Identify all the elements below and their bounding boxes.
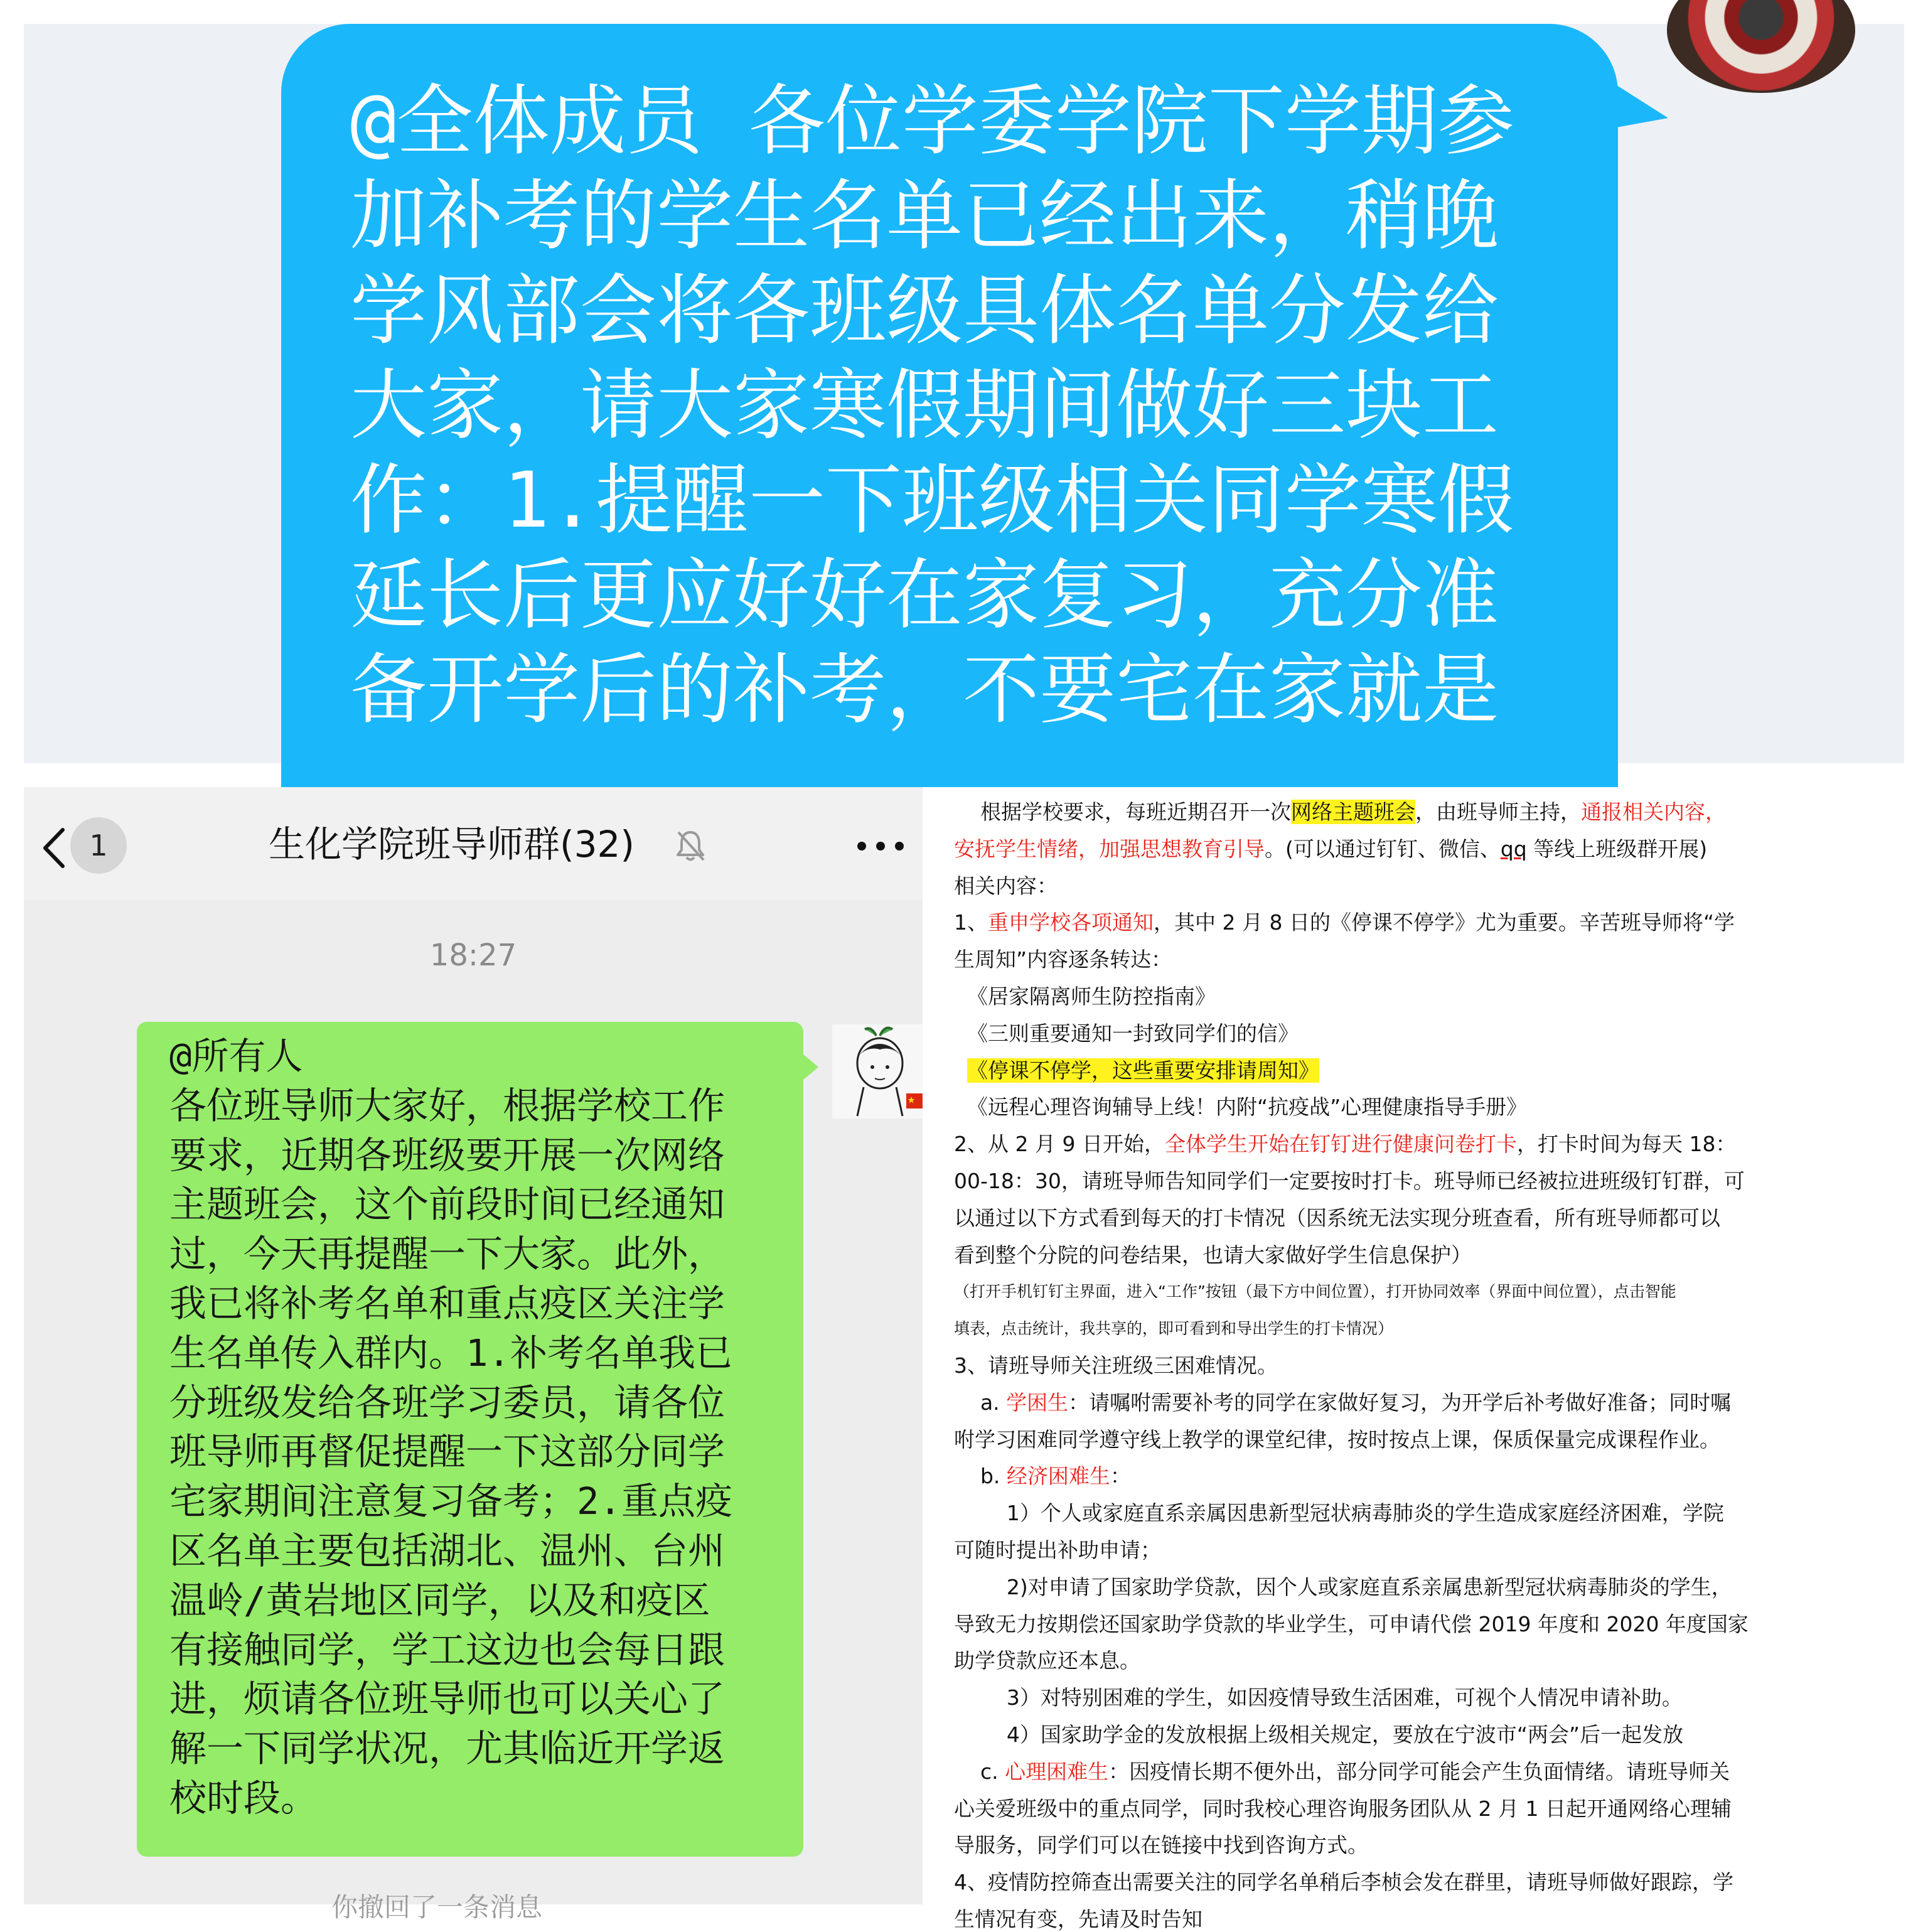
message-timestamp: 18:27	[429, 938, 517, 973]
recall-notice: 你撤回了一条消息	[331, 1892, 543, 1923]
wechat-chat-panel	[24, 787, 923, 1923]
document-text: 心关爱班级中的重点同学，同时我校心理咨询服务团队从 2 月 1 日起开通网络心理辅	[954, 1796, 1732, 1821]
document-text: 2)对申请了国家助学贷款，因个人或家庭直系亲属患新型冠状病毒肺炎的学生，	[954, 1574, 1732, 1599]
message-bubble[interactable]	[281, 24, 1618, 790]
document-text: qq	[1500, 836, 1527, 861]
document-line	[954, 1648, 1140, 1673]
document-line	[954, 1021, 1299, 1046]
document-text: 1）个人或家庭直系亲属因患新型冠状病毒肺炎的学生造成家庭经济困难，学院	[954, 1501, 1724, 1526]
document-line	[954, 1169, 1745, 1194]
document-line	[954, 874, 1058, 899]
document-text: 导服务，同学们可以在链接中找到咨询方式。	[954, 1833, 1368, 1858]
document-line	[954, 1390, 1731, 1415]
document-line	[954, 800, 1726, 825]
document-line	[954, 1501, 1724, 1526]
emphasis-text: 全体学生开始在钉钉进行健康问卷打卡	[1164, 1132, 1517, 1157]
document-text: 以通过以下方式看到每天的打卡情况（因系统无法实现分班查看，所有班导师都可以	[954, 1205, 1720, 1230]
emphasis-text: 通报相关内容，	[1580, 800, 1726, 824]
document-text: 3、请班导师关注班级三困难情况。	[954, 1353, 1278, 1378]
document-line	[954, 837, 1707, 862]
document-text: 咐学习困难同学遵守线上教学的课堂纪律，按时按点上课，保质保量完成课程作业。	[954, 1427, 1720, 1452]
emphasis-text: 学困生	[1006, 1390, 1069, 1415]
document-text: 1、	[954, 910, 988, 935]
document-text: ，由班导师主持，	[1415, 800, 1581, 824]
group-title: 生化学院班导师群(32)	[269, 823, 635, 866]
document-line	[954, 1907, 1202, 1932]
document-line	[954, 1870, 1733, 1895]
document-line	[954, 910, 1735, 935]
document-text	[954, 1058, 967, 1083]
user-avatar[interactable]	[832, 1024, 933, 1119]
document-text: b.	[954, 1464, 1007, 1489]
document-line	[954, 1279, 1676, 1304]
sender-avatar[interactable]	[1667, 0, 1855, 93]
document-line	[954, 1132, 1736, 1157]
document-text: 生情况有变，先请及时告知	[954, 1907, 1202, 1931]
document-text: ，打卡时间为每天 18：	[1516, 1132, 1737, 1157]
document-text: 根据学校要求，每班近期召开一次	[954, 800, 1291, 824]
document-text: （打开手机钉钉主界面，进入“工作”按钮（最下方中间位置），打开协同效率（界面中间位置），点击智能	[954, 1282, 1676, 1301]
document-text: ：因疫情长期不便外出，部分同学可能会产生负面情绪。请班导师关	[1108, 1759, 1730, 1784]
document-text: 填表，点击统计，我共享的，即可看到和导出学生的打卡情况）	[954, 1319, 1394, 1338]
message-text: @全体成员 各位学委学院下学期参 加补考的学生名单已经出来，稍晚 学风部会将各班级具体名单分发给 大家，请大家寒假期间做好三块工 作：1.提醒一下班级相关同学寒假 延长后更应好好在家复习，充分准 备开学后的补考，不要宅在家就是	[350, 77, 1514, 734]
emphasis-text: 安抚学生情绪，加强思想教育引导	[954, 836, 1265, 861]
document-text: c.	[954, 1759, 1005, 1784]
document-text: 《居家隔离师生防控指南》	[954, 984, 1216, 1009]
document-line	[954, 1464, 1131, 1489]
document-line	[954, 1353, 1278, 1378]
document-text: 。(可以通过钉钉、微信、	[1265, 836, 1501, 861]
document-text: 00-18：30，请班导师告知同学们一定要按时打卡。班导师已经被拉进班级钉钉群，可	[954, 1169, 1745, 1193]
chat-header	[24, 787, 923, 900]
more-dots-icon[interactable]	[855, 840, 906, 852]
message-text: @所有人 各位班导师大家好，根据学校工作 要求，近期各班级要开展一次网络 主题班会，这个前段时间已经通知 过，今天再提醒一下大家。此外， 我已将补考名单和重点疫区关注学 生名单传入群内。1.补考名单我已 分班级发给各班学习委员，请各位 班导师再督促提醒一下这部分同学 宅家期间注意复习备考；2.重点疫 区名单主要包括湖北、温州、台州 温岭/黄岩地区同学，以及和疫区 有接触同学，学工这边也会每日跟 进，烦请各位班导师也可以关心了 解一下同学状况，尤其临近开学返 校时段。	[169, 1034, 733, 1820]
document-line	[954, 1058, 1319, 1083]
document-line	[954, 1316, 1393, 1341]
emphasis-text: 经济困难生	[1006, 1464, 1110, 1489]
document-text: 《三则重要通知一封致同学们的信》	[954, 1021, 1299, 1046]
document-line	[954, 1833, 1368, 1858]
document-line	[954, 1685, 1683, 1710]
document-text: 助学贷款应还本息。	[954, 1648, 1140, 1673]
unread-count-badge[interactable]: 1	[70, 817, 127, 874]
document-text: 《远程心理咨询辅导上线！内附“抗疫战”心理健康指导手册》	[954, 1095, 1528, 1120]
document-text: 2、从 2 月 9 日开始，	[954, 1132, 1165, 1157]
document-text: a.	[954, 1390, 1007, 1415]
emphasis-text: 心理困难生	[1005, 1759, 1109, 1784]
document-text: 导致无力按期偿还国家助学贷款的毕业学生，可申请代偿 2019 年度和 2020 年度国家	[954, 1611, 1749, 1636]
document-line	[954, 1575, 1732, 1600]
document-line	[954, 1612, 1749, 1637]
notice-document	[923, 787, 1904, 1931]
document-text: 可随时提出补助申请；	[954, 1538, 1161, 1562]
document-text: ：	[1110, 1464, 1131, 1489]
document-text: 生周知”内容逐条转达：	[954, 947, 1172, 972]
document-text: 等线上班级群开展)	[1526, 836, 1708, 861]
document-text: 4、疫情防控筛查出需要关注的同学名单稍后李桢会发在群里，请班导师做好跟踪，学	[954, 1870, 1733, 1895]
document-line	[954, 1427, 1720, 1452]
document-line	[954, 947, 1172, 972]
bubble-tail	[802, 1053, 818, 1081]
document-text: ，其中 2 月 8 日的《停课不停学》尤为重要。辛苦班导师将“学	[1154, 910, 1735, 935]
document-line	[954, 1796, 1732, 1822]
document-text: 看到整个分院的问卷结果，也请大家做好学生信息保护）	[954, 1242, 1472, 1267]
document-text: ：请嘱咐需要补考的同学在家做好复习，为开学后补考做好准备；同时嘱	[1068, 1390, 1732, 1415]
document-line	[954, 1538, 1161, 1563]
document-line	[954, 1206, 1720, 1231]
chevron-left-icon[interactable]	[38, 826, 73, 861]
qq-chat-panel	[24, 24, 1904, 763]
highlighted-text: 网络主题班会	[1290, 800, 1415, 824]
emphasis-text: 重申学校各项通知	[988, 910, 1154, 935]
highlighted-text: 《停课不停学，这些重要安排请周知》	[967, 1058, 1319, 1083]
document-line	[954, 1759, 1730, 1784]
message-bubble[interactable]	[137, 1022, 803, 1857]
document-line	[954, 1243, 1472, 1268]
bell-muted-icon	[673, 829, 707, 862]
document-text: 4）国家助学金的发放根据上级相关规定，要放在宁波市“两会”后一起发放	[954, 1722, 1684, 1747]
document-line	[954, 1722, 1683, 1747]
document-line	[954, 984, 1216, 1009]
document-text: 相关内容：	[954, 873, 1058, 898]
document-line	[954, 1095, 1527, 1120]
document-text: 3）对特别困难的学生，如因疫情导致生活困难，可视个人情况申请补助。	[954, 1685, 1683, 1710]
